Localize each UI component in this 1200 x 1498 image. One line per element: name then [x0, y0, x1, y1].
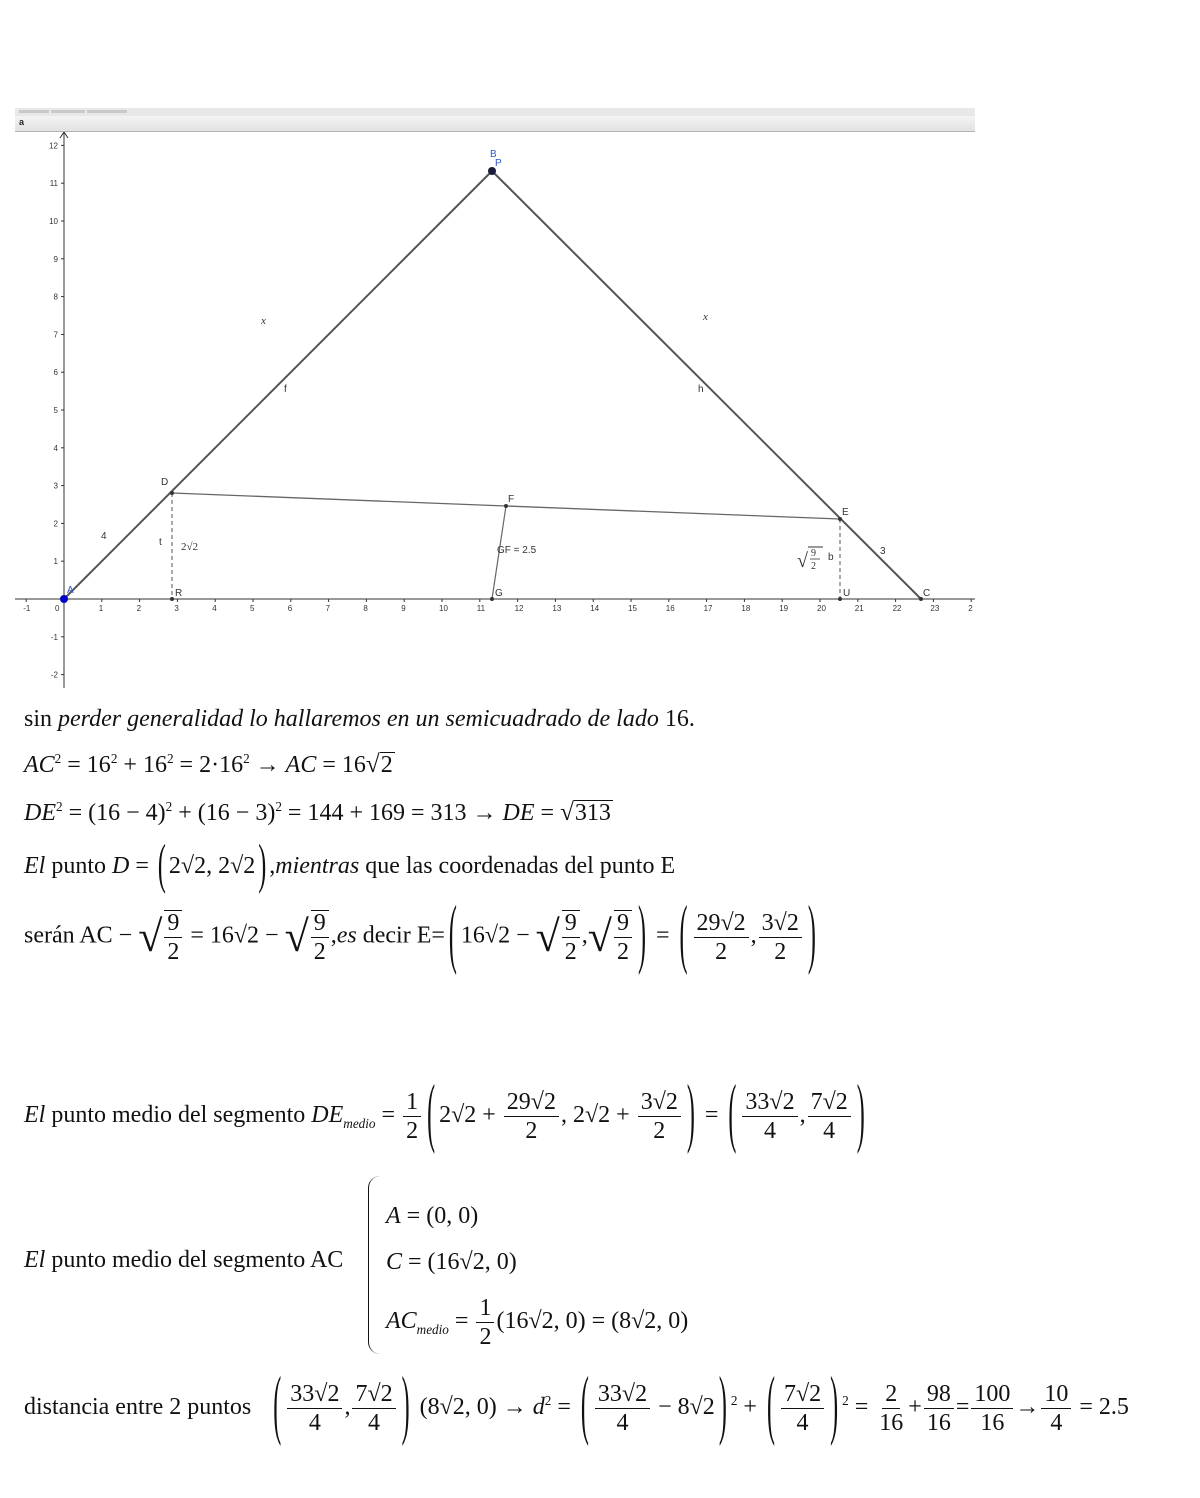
- l8-f4n: 10: [1041, 1382, 1071, 1409]
- l2-p1: 2: [110, 751, 118, 766]
- l7-eq: =: [448, 1308, 475, 1335]
- tab-3[interactable]: [87, 110, 127, 113]
- l1-side: 16.: [664, 706, 695, 732]
- l6-rd1: 4: [763, 1118, 776, 1144]
- l3-p2: 2: [275, 799, 282, 814]
- l8-f2n: 98: [924, 1382, 954, 1409]
- l5-d2d: 2: [616, 939, 629, 965]
- point-g[interactable]: [490, 597, 494, 601]
- l2-ac2: AC: [285, 752, 317, 778]
- l2-radicand: 2: [380, 752, 393, 778]
- l1-italic: perder generalidad lo hallaremos en un semicuadrado de lado: [58, 706, 659, 732]
- text-line-5: serán AC − √ $\frac{9}{2}$ = 16√2 − √ $\frac{9}{2}$ ,es decir E= ( 16√2 − √ $\frac{9}{2}$ ,√ $\frac{9}{2}$ ) = ( $\frac{29√2}{2}$ , $\frac{3√2}{2}$ ): [24, 893, 816, 978]
- text-line-8: distancia entre 2 puntos ( $\frac{33√2}{4}$ , $\frac{7√2}{4}$ ) (8√2, $0) \to d^2$ = ( $\frac{33√2}{4}$ − 8√2 ) $^2$ + ( $\frac{7√2}{4}$ ) $^2$ = $\frac{2}{16}$ + $\frac{98}{16}$ = $\frac{100}{16}$ → $\frac{10}{4}$ = 2.5: [24, 1365, 1129, 1449]
- y-tick-label: 4: [53, 443, 58, 453]
- x-tick-label: 9: [401, 604, 406, 613]
- graphics-view-canvas[interactable]: [15, 132, 975, 688]
- label-side-left: x: [261, 315, 266, 327]
- l7-a: A: [386, 1203, 401, 1229]
- l2-plus: + 16: [117, 752, 167, 778]
- x-tick-label: 23: [930, 604, 940, 613]
- l8-f2d: 16: [926, 1410, 951, 1436]
- x-tick-label: 21: [854, 604, 864, 613]
- label-p: P: [495, 158, 502, 169]
- l8-f1n: 2: [882, 1382, 900, 1409]
- l2-eq1: = 16: [61, 752, 111, 778]
- text-line-3: $DE^2 = (16 - 4)^2 + (16 - 3)^2 = 144 + 169 = 313$ → DE = √313: [24, 799, 611, 826]
- y-tick-label: 1: [53, 557, 58, 567]
- segment-f[interactable]: [64, 171, 492, 599]
- tab-2[interactable]: [51, 110, 85, 113]
- x-tick-label: 20: [817, 604, 826, 613]
- l3-eq1: = (16 − 4): [62, 800, 166, 826]
- l8-t2d: 4: [796, 1410, 809, 1436]
- y-tick-label: 3: [53, 481, 58, 491]
- x-tick-label: 14: [590, 604, 600, 613]
- x-tick-label: 19: [779, 604, 789, 613]
- text-line-6: El punto medio del segmento $DE_{medio}$ = $\frac{1}{2}$ ( 2√2 + $\frac{29√2}{2}$ , 2√2 + $\frac{3√2}{2}$ ) = ( $\frac{33√2}{4}$ , $\frac{7√2}{4}$ ): [24, 1073, 865, 1157]
- l5-d2c: 2: [564, 939, 577, 965]
- l6-n3: 3√2: [638, 1090, 681, 1117]
- l4-coords: 2√2, 2√2: [168, 853, 256, 879]
- label-a: A: [67, 585, 74, 596]
- label-b-segment: b: [828, 552, 834, 563]
- l7-acm: AC: [386, 1308, 417, 1335]
- x-tick-label: 1: [98, 604, 104, 613]
- l8-p1n1: 33√2: [287, 1382, 342, 1409]
- l4-eq: =: [129, 853, 155, 879]
- l7-row-acm: [386, 1296, 688, 1349]
- geogebra-window: [15, 108, 975, 688]
- text-line-7: [24, 1248, 343, 1272]
- l3-radicand: 313: [574, 800, 611, 826]
- x-tick-label: 6: [287, 604, 293, 613]
- l5-n9c: 9: [562, 911, 580, 938]
- x-tick-label: 10: [439, 604, 448, 613]
- y-tick-label: 9: [53, 254, 58, 264]
- label-length-ad: 4: [101, 531, 107, 542]
- l8-final: = 2.5: [1073, 1394, 1129, 1421]
- label-u: U: [843, 588, 851, 599]
- label-dr-value: 2√2: [181, 541, 199, 553]
- x-tick-label: 2: [136, 604, 142, 613]
- l7-half-n: 1: [476, 1296, 494, 1323]
- point-d[interactable]: [170, 491, 174, 495]
- eu-denominator: 2: [811, 561, 816, 572]
- l5-es: es: [336, 922, 357, 949]
- l2-eq3: = 16: [316, 752, 366, 778]
- eu-root-glyph: √: [797, 550, 808, 572]
- l8-t1b: − 8√2: [652, 1394, 715, 1421]
- y-tick-label: 6: [53, 368, 58, 378]
- l6-rest: punto medio del segmento: [45, 1102, 312, 1129]
- l6-sub: medio: [343, 1115, 376, 1131]
- l7-half-d: 2: [479, 1324, 492, 1350]
- l1-sin: sin: [24, 706, 53, 732]
- l6-d2: 2: [653, 1118, 666, 1144]
- l7-brace: [368, 1176, 383, 1354]
- l4-rest: que las coordenadas del punto E: [359, 853, 676, 879]
- l8-sq3: 2: [842, 1393, 849, 1409]
- l8-t1d: 4: [616, 1410, 629, 1436]
- text-line-4: El punto D = ( 2√2, 2√2 ) ,mientras que las coordenadas del punto E: [24, 836, 676, 896]
- l2-ac: AC: [24, 752, 55, 778]
- l8-sq: 2: [544, 1393, 552, 1409]
- point-r[interactable]: [170, 597, 174, 601]
- l6-a: 2√2 +: [439, 1102, 502, 1129]
- label-c: C: [923, 588, 931, 599]
- l5-res-n1: 29√2: [694, 911, 749, 938]
- x-tick-label: 15: [628, 604, 637, 613]
- l8-f3d: 16: [980, 1410, 1005, 1436]
- label-f-segment: f: [284, 384, 287, 395]
- label-d: D: [161, 477, 169, 488]
- label-t-segment: t: [159, 537, 162, 548]
- text-line-2: $AC^2 = 16^2 + 16^2 = 2\cdot 16^2$ → AC = 16√2: [24, 751, 393, 778]
- l8-f1d: 16: [879, 1410, 904, 1436]
- l7-rest: punto medio del segmento AC: [45, 1247, 344, 1273]
- label-f: F: [508, 494, 515, 505]
- x-tick-label: 5: [250, 604, 255, 613]
- l8-f4d: 4: [1050, 1410, 1063, 1436]
- l8-f3n: 100: [971, 1382, 1013, 1409]
- l4-mientras: mientras: [275, 853, 360, 879]
- x-tick-label: 0: [55, 604, 60, 613]
- point-u[interactable]: [838, 597, 842, 601]
- l8-plus: +: [737, 1394, 763, 1421]
- y-tick-label: 7: [53, 330, 58, 340]
- label-side-right: x: [703, 311, 708, 323]
- l3-de2: DE: [502, 800, 535, 826]
- l8-p1n2: 7√2: [352, 1382, 395, 1409]
- label-r: R: [175, 588, 183, 599]
- l2-p2: 2: [166, 751, 174, 766]
- eu-numerator: 9: [811, 548, 816, 559]
- l6-de: DE: [311, 1102, 344, 1129]
- l5-res-d1: 2: [715, 938, 728, 965]
- l5-eq: = 16√2 −: [184, 922, 285, 949]
- x-axis-ticks: [23, 599, 973, 613]
- l5-decir: decir E=: [356, 922, 445, 949]
- l6-n29: 29√2: [504, 1090, 559, 1117]
- l6-half-d: 2: [406, 1118, 419, 1144]
- l3-sq: 2: [56, 799, 63, 814]
- l8-d: d: [532, 1394, 545, 1421]
- l7-val: (16√2, 0) = (8√2, 0): [496, 1308, 689, 1335]
- label-h-segment: h: [698, 384, 704, 395]
- l3-plus: + (16 − 3): [172, 800, 276, 826]
- y-tick-label: 8: [53, 292, 58, 302]
- x-tick-label: 4: [212, 604, 217, 613]
- l3-eq2: = 144 + 169 = 313 →: [281, 800, 503, 826]
- l7-c-val: = (16√2, 0): [402, 1249, 517, 1275]
- x-tick-label: 8: [363, 604, 368, 613]
- l6-half-n: 1: [403, 1090, 421, 1117]
- l6-r2: 7√2: [808, 1090, 851, 1117]
- l6-b: , 2√2 +: [560, 1102, 636, 1129]
- x-tick-label: 17: [703, 604, 713, 613]
- l5-n9b: 9: [311, 911, 329, 938]
- l7-row-c: [386, 1250, 517, 1274]
- x-tick-label: 3: [174, 604, 179, 613]
- l8-p1d1: 4: [308, 1410, 321, 1436]
- l7-el: El: [24, 1247, 46, 1273]
- l8-p2: (8√2, 0) →: [419, 1394, 533, 1421]
- l2-eq2: = 2·16: [173, 752, 244, 778]
- l5-d2: 2: [167, 939, 180, 965]
- l4-el: El: [24, 853, 46, 879]
- l8-t2: 7√2: [781, 1382, 824, 1409]
- l3-de: DE: [24, 800, 56, 826]
- l7-sub: medio: [416, 1321, 449, 1337]
- x-tick-label: 7: [325, 604, 331, 613]
- x-tick-label: 11: [476, 604, 486, 613]
- y-tick-label: 12: [49, 141, 58, 151]
- l6-d1: 2: [525, 1118, 538, 1144]
- l2-sq: 2: [54, 751, 62, 766]
- l7-row-a: [386, 1204, 478, 1228]
- l6-r1: 33√2: [742, 1090, 797, 1117]
- l5-n9: 9: [164, 911, 182, 938]
- l5-res-n2: 3√2: [759, 911, 802, 938]
- x-tick-label: 12: [514, 604, 524, 613]
- l8-eq: =: [551, 1394, 577, 1421]
- l5-res-d2: 2: [774, 938, 787, 965]
- l4-punto: punto: [45, 853, 112, 879]
- l2-arrow: →: [249, 752, 286, 778]
- y-tick-label: 2: [53, 519, 58, 529]
- l5-seran: serán AC −: [24, 922, 139, 949]
- label-e: E: [842, 507, 849, 518]
- l7-c: C: [386, 1249, 403, 1275]
- l2-p3: 2: [243, 751, 250, 766]
- l8-label: distancia entre 2 puntos: [24, 1394, 252, 1421]
- graphics-view-titlebar: [15, 116, 975, 132]
- label-g: G: [495, 588, 503, 599]
- l6-rd2: 4: [823, 1118, 836, 1144]
- label-gf-length: GF = 2.5: [497, 545, 537, 556]
- l3-eq3: =: [534, 800, 561, 826]
- x-tick-label: 2: [968, 604, 973, 613]
- x-tick-label: -1: [23, 604, 31, 613]
- text-line-1: [24, 707, 695, 731]
- label-eu-value: [797, 547, 823, 572]
- l8-p1d2: 4: [368, 1410, 381, 1436]
- l8-t1a: 33√2: [595, 1382, 650, 1409]
- segment-h[interactable]: [492, 171, 921, 599]
- tab-1[interactable]: [19, 110, 49, 113]
- x-tick-label: 22: [892, 604, 902, 613]
- l3-p1: 2: [165, 799, 173, 814]
- l6-el: El: [24, 1102, 46, 1129]
- l4-d: D: [112, 853, 130, 879]
- point-a[interactable]: [60, 595, 68, 603]
- l5-d2b: 2: [313, 939, 326, 965]
- l5-inner: 16√2 −: [460, 922, 536, 949]
- label-b: B: [490, 149, 497, 160]
- y-tick-label: -1: [50, 632, 58, 642]
- x-tick-label: 13: [552, 604, 562, 613]
- x-tick-label: 16: [665, 604, 675, 613]
- y-tick-label: 10: [49, 217, 58, 226]
- label-length-ec: 3: [880, 546, 886, 557]
- x-tick-label: 18: [741, 604, 751, 613]
- l7-a-val: = (0, 0): [400, 1203, 479, 1229]
- y-tick-label: 11: [49, 179, 58, 189]
- y-tick-label: -2: [50, 670, 58, 680]
- y-tick-label: 5: [53, 406, 58, 415]
- graphics-view-title: a: [19, 117, 25, 127]
- l8-sq2: 2: [730, 1393, 738, 1409]
- l5-n9d: 9: [614, 911, 632, 938]
